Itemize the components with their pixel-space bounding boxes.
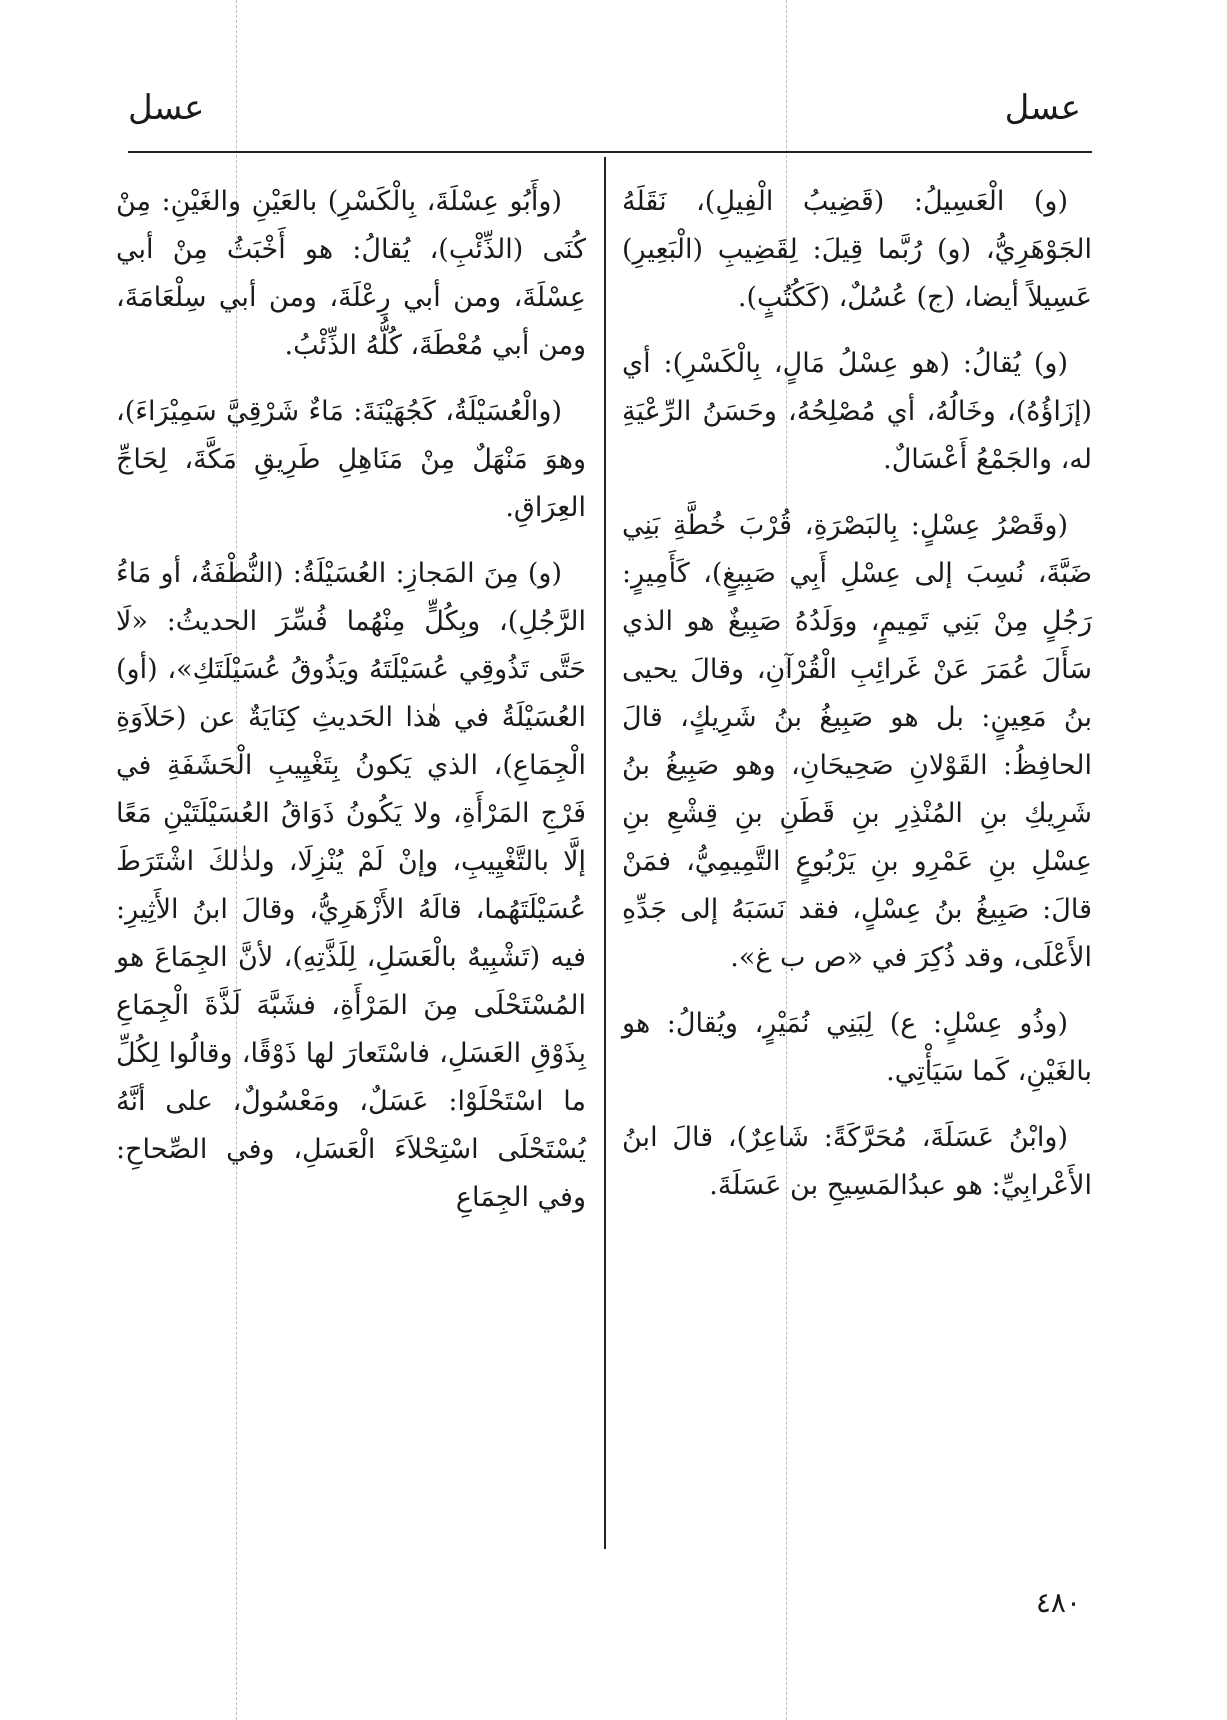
running-headword-left: عسل bbox=[128, 88, 205, 128]
dictionary-entry: (وأَبُو عِسْلَةَ، بِالْكَسْرِ) بالعَيْنِ والغَيْنِ: مِنْ كُنَى (الذِّئْبِ)، يُقالُ: هو أَخْبَثُ مِنْ أبي عِسْلَةَ، ومن أبي رِعْلَةَ، ومن أبي سِلْعَامَةَ، ومن أبي مُعْطَةَ، كُلُّهُ الذِّئْبُ. bbox=[116, 186, 586, 361]
dictionary-entry: (وابْنُ عَسَلَةَ، مُحَرَّكَةً: شَاعِرٌ)، قالَ ابنُ الأَعْرابِيِّ: هو عبدُالمَسِيحِ بن عَسَلَةَ. bbox=[622, 1122, 1092, 1201]
header-rule bbox=[128, 151, 1092, 153]
column-divider bbox=[604, 157, 606, 1549]
running-headword-right: عسل bbox=[1004, 88, 1081, 128]
dictionary-entry: (وذُو عِسْلٍ: ع) لِبَنِي نُمَيْرٍ، ويُقالُ: هو بالغَيْنِ، كَما سَيَأْتِي. bbox=[622, 1008, 1092, 1087]
page-number: ٤٨٠ bbox=[1035, 1586, 1081, 1619]
dictionary-entry: (و) الْعَسِيلُ: (قَضِيبُ الْفِيلِ)، نَقَلَهُ الجَوْهَرِيُّ، (و) رُبَّما قِيلَ: لِقَضِيبِ (الْبَعِيرِ) عَسِيلاً أيضا، (ج) عُسُلٌ، (كَكُتُبٍ). bbox=[622, 186, 1092, 313]
dictionary-entry: (و) مِنَ المَجازِ: العُسَيْلَةُ: (النُّطْفَةُ، أو مَاءُ الرَّجُلِ)، وبِكُلٍّ مِنْهُما فُسِّرَ الحديثُ: «لَا حَتَّى تَذُوقِي عُسَيْلَتَهُ ويَذُوقُ عُسَيْلَتَكِ»، (أو) العُسَيْلَةُ في هٰذا الحَديثِ كِنَايَةٌ عن (حَلاَوَةِ الْجِمَاعِ)، الذي يَكونُ بِتَغْيِيبِ الْحَشَفَةِ في فَرْجِ المَرْأَةِ، ولا يَكُونُ ذَوَاقُ العُسَيْلَتَيْنِ مَعًا إلَّا بالتَّغْيِيبِ، وإنْ لَمْ يُنْزِلَا، ولذٰلكَ اشْتَرَطَ عُسَيْلَتَهُما، قالَهُ الأَزْهَرِيُّ، وقالَ ابنُ الأَثِيرِ: فيه (تَشْبِيهٌ بالْعَسَلِ، لِلَذَّتِهِ)، لأنَّ الجِمَاعَ هو المُسْتَحْلَى مِنَ المَرْأَةِ، فشَبَّهَ لَذَّةَ الْجِمَاعِ بِذَوْقِ العَسَلِ، فاسْتَعارَ لها ذَوْقًا، وقالُوا لِكُلِّ ما اسْتَحْلَوْا: عَسَلٌ، ومَعْسُولٌ، على أنَّهُ يُسْتَحْلَى اسْتِحْلاَءَ الْعَسَلِ، وفي الصِّحاحِ: وفي الجِمَاعِ bbox=[116, 558, 586, 1213]
right-column bbox=[622, 178, 1092, 1228]
dictionary-entry: (والْعُسَيْلَةُ، كَجُهَيْنَةَ: مَاءٌ شَرْقِيَّ سَمِيْرَاءَ)، وهوَ مَنْهَلٌ مِنْ مَنَاهِلِ طَرِيقِ مَكَّةَ، لِحَاجِّ العِرَاقِ. bbox=[116, 396, 586, 523]
left-column bbox=[116, 178, 586, 1240]
dictionary-entry: (وقَصْرُ عِسْلٍ: بِالبَصْرَةِ، قُرْبَ خُطَّةِ بَنِي ضَبَّةَ، نُسِبَ إلى عِسْلِ أَبِي صَبِيغٍ)، كَأَمِيرٍ: رَجُلٍ مِنْ بَنِي تَمِيمٍ، ووَلَدُهُ صَبِيغٌ هو الذي سَأَلَ عُمَرَ عَنْ غَرائِبِ الْقُرْآنِ، وقالَ يحيى بنُ مَعِينٍ: بل هو صَبِيغُ بنُ شَرِيكٍ، قالَ الحافِظُ: القَوْلانِ صَحِيحَانِ، وهو صَبِيغُ بنُ شَرِيكِ بنِ المُنْذِرِ بنِ قَطَنِ بنِ قِشْعِ بنِ عِسْلِ بنِ عَمْرِو بنِ يَرْبُوعٍ التَّمِيمِيُّ، فمَنْ قالَ: صَبِيغُ بنُ عِسْلٍ، فقد نَسَبَهُ إلى جَدِّهِ الأَعْلَى، وقد ذُكِرَ في «ص ب غ». bbox=[622, 510, 1092, 973]
dictionary-entry: (و) يُقالُ: (هو عِسْلُ مَالٍ، بِالْكَسْرِ): أي (إزَاؤُهُ)، وخَالُهُ، أي مُصْلِحُهُ، وحَسَنُ الرِّعْيَةِ له، والجَمْعُ أَعْسَالٌ. bbox=[622, 348, 1092, 475]
